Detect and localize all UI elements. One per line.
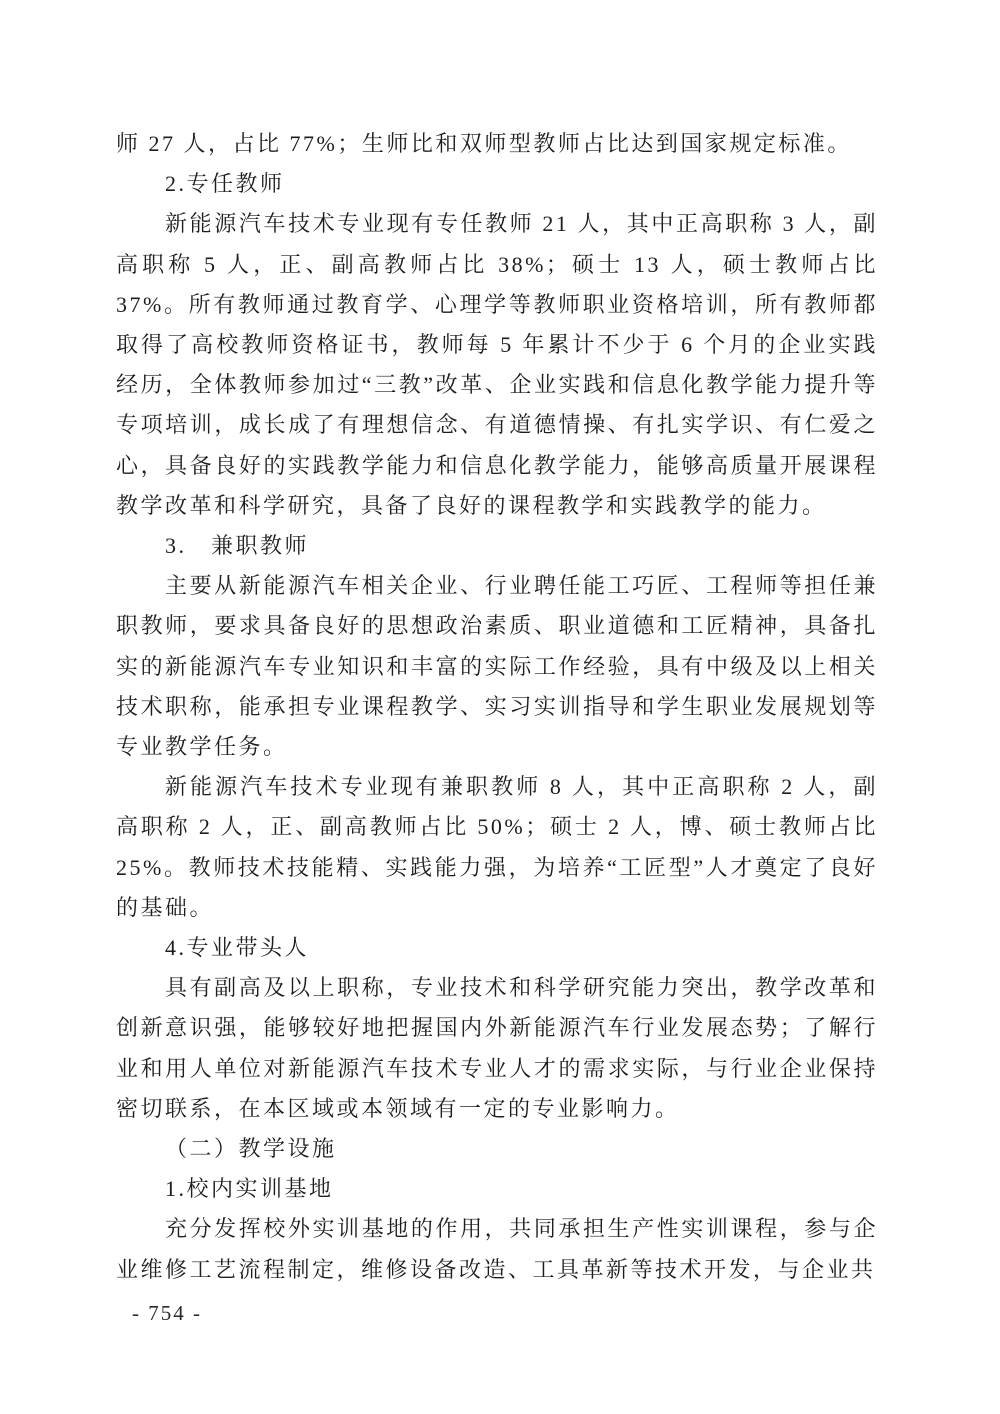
- paragraph-fulltime-teachers: 新能源汽车技术专业现有专任教师 21 人，其中正高职称 3 人，副高职称 5 人，正、副高教师占比 38%；硕士 13 人，硕士教师占比 37%。所有教师通过教育学、心理学等教师职业资格培训，所有教师都取得了高校教师资格证书，教师每 5 年累计不少于 6 个月的企业实践经历，全体教师参加过“三教”改革、企业实践和信息化教学能力提升等专项培训，成长成了有理想信念、有道德情操、有扎实学识、有仁爱之心，具备良好的实践教学能力和信息化教学能力，能够高质量开展课程教学改革和科学研究，具备了良好的课程教学和实践教学的能力。: [116, 211, 878, 518]
- heading-teaching-facilities: （二）教学设施: [165, 1136, 337, 1162]
- document-body: [116, 124, 878, 1290]
- paragraph-parttime-stats: 新能源汽车技术专业现有兼职教师 8 人，其中正高职称 2 人，副高职称 2 人，正、副高教师占比 50%；硕士 2 人，博、硕士教师占比 25%。教师技术技能精、实践能力强，为培养“工匠型”人才奠定了良好的基础。: [116, 774, 878, 920]
- paragraph-program-leader: 具有副高及以上职称，专业技术和科学研究能力突出，教学改革和创新意识强，能够较好地把握国内外新能源汽车行业发展态势；了解行业和用人单位对新能源汽车技术专业人才的需求实际，与行业企业保持密切联系，在本区域或本领域有一定的专业影响力。: [116, 975, 878, 1121]
- paragraph-continued: 师 27 人，占比 77%；生师比和双师型教师占比达到国家规定标准。: [116, 131, 852, 156]
- paragraph-training-base: 充分发挥校外实训基地的作用，共同承担生产性实训课程，参与企业维修工艺流程制定，维修设备改造、工具革新等技术开发，与企业共: [116, 1216, 878, 1282]
- page-number: - 754 -: [132, 1301, 202, 1325]
- paragraph-parttime-reqs: 主要从新能源汽车相关企业、行业聘任能工巧匠、工程师等担任兼职教师，要求具备良好的思想政治素质、职业道德和工匠精神，具备扎实的新能源汽车专业知识和丰富的实际工作经验，具有中级及以上相关技术职称，能承担专业课程教学、实习实训指导和学生职业发展规划等专业教学任务。: [116, 573, 878, 760]
- heading-program-leader: 4.专业带头人: [165, 935, 310, 961]
- heading-fulltime-teachers: 2.专任教师: [165, 171, 285, 197]
- heading-parttime-teachers: 3. 兼职教师: [165, 533, 310, 559]
- heading-campus-training-base: 1.校内实训基地: [165, 1176, 334, 1202]
